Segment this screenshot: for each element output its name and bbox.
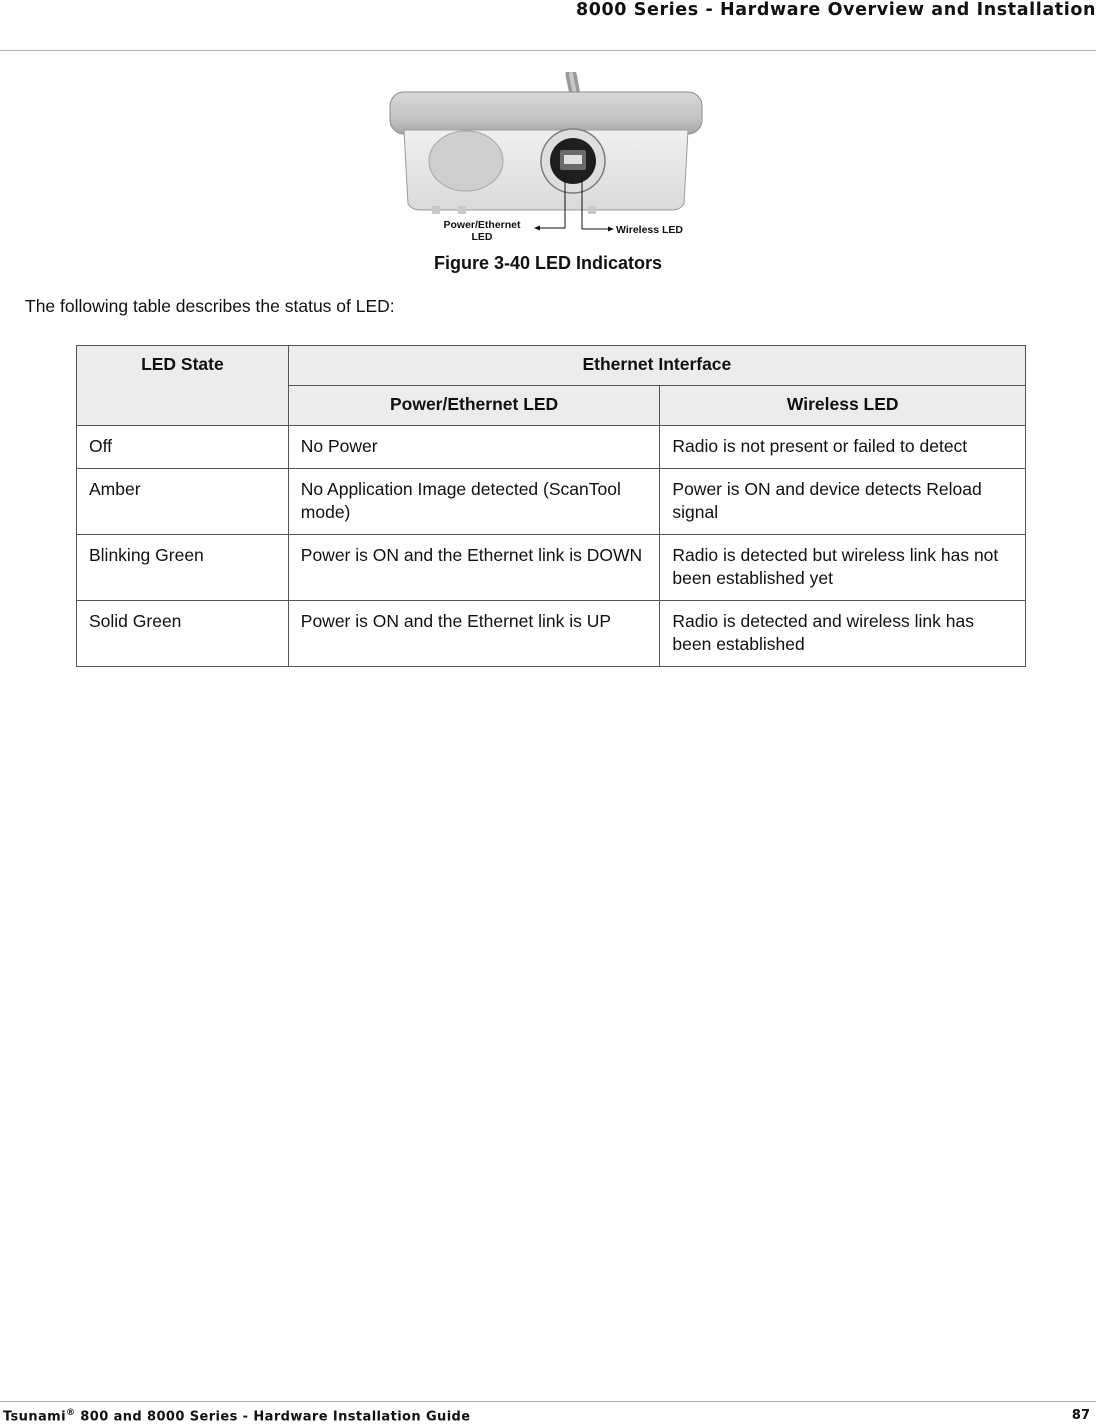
cell-led-state: Blinking Green — [77, 535, 289, 601]
running-footer-title — [3, 1408, 470, 1424]
cell-power-ethernet: Power is ON and the Ethernet link is UP — [288, 601, 660, 667]
cell-wireless: Power is ON and device detects Reload signal — [660, 469, 1026, 535]
header-power-ethernet-led: Power/Ethernet LED — [288, 386, 660, 426]
cell-power-ethernet: Power is ON and the Ethernet link is DOWN — [288, 535, 660, 601]
cell-led-state: Off — [77, 426, 289, 469]
callout-power-ethernet: Power/Ethernet — [443, 219, 521, 231]
led-status-table — [76, 345, 1026, 667]
callout-power-led: LED — [471, 231, 493, 243]
footer-guide-title: 800 and 8000 Series - Hardware Installation Guide — [75, 1409, 471, 1425]
header-divider — [0, 50, 1096, 51]
header-led-state: LED State — [77, 346, 289, 426]
footer-brand: Tsunami — [3, 1409, 66, 1425]
cell-wireless: Radio is detected and wireless link has been established — [660, 601, 1026, 667]
figure-caption: Figure 3-40 LED Indicators — [433, 253, 663, 273]
page-number: 87 — [1071, 1408, 1090, 1423]
registered-mark: ® — [65, 1408, 76, 1418]
blank-port-plug — [429, 131, 503, 191]
footer-divider — [0, 1401, 1096, 1402]
led-indicators-figure — [388, 72, 704, 244]
table-row — [77, 601, 1026, 667]
callout-wireless-led: Wireless LED — [616, 224, 684, 236]
header-ethernet-interface: Ethernet Interface — [288, 346, 1025, 386]
running-header-title: 8000 Series - Hardware Overview and Installation — [575, 0, 1096, 20]
enclosure-lid — [390, 92, 702, 134]
intro-paragraph: The following table describes the status of LED: — [25, 296, 395, 316]
table-row — [77, 535, 1026, 601]
table-row — [77, 426, 1026, 469]
header-wireless-led: Wireless LED — [660, 386, 1026, 426]
cell-led-state: Solid Green — [77, 601, 289, 667]
table-row — [77, 469, 1026, 535]
cell-wireless: Radio is not present or failed to detect — [660, 426, 1026, 469]
cell-power-ethernet: No Power — [288, 426, 660, 469]
cell-led-state: Amber — [77, 469, 289, 535]
table-header-row — [77, 346, 1026, 386]
cell-wireless: Radio is detected but wireless link has not been established yet — [660, 535, 1026, 601]
cell-power-ethernet: No Application Image detected (ScanTool mode) — [288, 469, 660, 535]
